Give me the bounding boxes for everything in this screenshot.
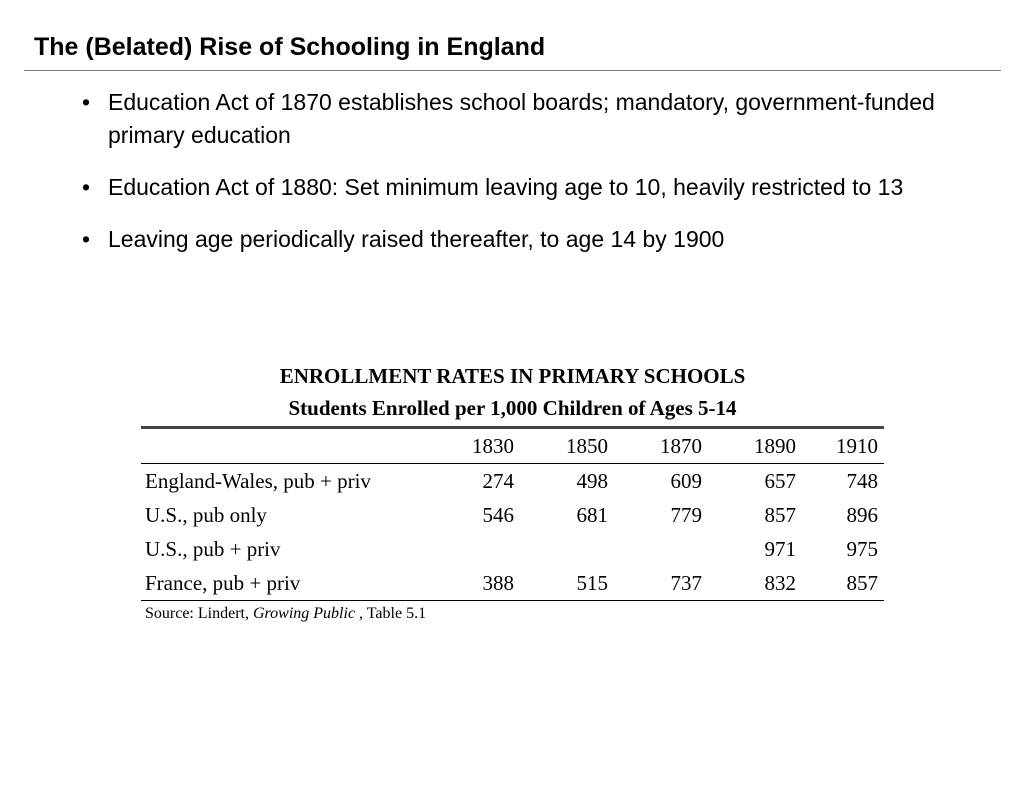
table-cell: 975: [846, 536, 878, 561]
bullet-item: [78, 86, 938, 152]
bullet-marker: •: [82, 89, 91, 115]
table-row: [141, 566, 884, 601]
table-cell: 737: [670, 570, 702, 595]
bullet-item: [78, 171, 938, 204]
enrollment-table: [141, 426, 884, 601]
table-cell: [430, 532, 520, 566]
table-cell: 274: [482, 468, 514, 493]
row-label: France, pub + priv: [145, 570, 301, 595]
bullet-text: Leaving age periodically raised thereafter, to age 14 by 1900: [108, 226, 725, 252]
source-note: [141, 605, 884, 623]
bullet-marker: •: [82, 174, 91, 200]
table-cell: 779: [670, 502, 702, 527]
row-label: England-Wales, pub + priv: [145, 468, 371, 493]
bullet-text: Education Act of 1870 establishes school boards; mandatory, government-funded primary education: [108, 89, 935, 148]
table-cell: [520, 532, 614, 566]
table-row: [141, 498, 884, 532]
column-header: 1830: [430, 428, 520, 464]
column-header: [141, 428, 430, 464]
table-cell: 498: [576, 468, 608, 493]
table-cell: 657: [764, 468, 796, 493]
source-suffix: , Table 5.1: [355, 605, 427, 622]
column-header: 1890: [708, 428, 802, 464]
column-header: 1870: [614, 428, 708, 464]
row-label: U.S., pub only: [145, 502, 267, 527]
title-divider: [24, 70, 1001, 71]
table-row: [141, 532, 884, 566]
table-cell: 857: [764, 502, 796, 527]
table-cell: 546: [482, 502, 514, 527]
column-header: 1850: [520, 428, 614, 464]
bullet-list: [78, 86, 938, 275]
table-cell: 857: [846, 570, 878, 595]
table-subheading: Students Enrolled per 1,000 Children of Ages 5-14: [288, 396, 737, 420]
column-header: 1910: [802, 428, 884, 464]
table-header-row: [141, 428, 884, 464]
slide-title: The (Belated) Rise of Schooling in England: [34, 33, 546, 61]
source-book-title: Growing Public: [252, 605, 356, 622]
bullet-text: Education Act of 1880: Set minimum leaving age to 10, heavily restricted to 13: [108, 174, 904, 200]
table-cell: 748: [846, 468, 878, 493]
source-prefix: Source: Lindert,: [145, 605, 253, 622]
table-cell: 681: [576, 502, 608, 527]
row-label: U.S., pub + priv: [145, 536, 281, 561]
table-cell: 971: [764, 536, 796, 561]
table-cell: [614, 532, 708, 566]
table-row: [141, 464, 884, 499]
table-cell: 515: [576, 570, 608, 595]
table-heading: ENROLLMENT RATES IN PRIMARY SCHOOLS: [279, 364, 746, 388]
table-cell: 832: [764, 570, 796, 595]
table-cell: 609: [670, 468, 702, 493]
bullet-item: [78, 223, 938, 256]
table-cell: 896: [846, 502, 878, 527]
bullet-marker: •: [82, 226, 91, 252]
enrollment-table-block: [141, 360, 884, 623]
table-cell: 388: [482, 570, 514, 595]
